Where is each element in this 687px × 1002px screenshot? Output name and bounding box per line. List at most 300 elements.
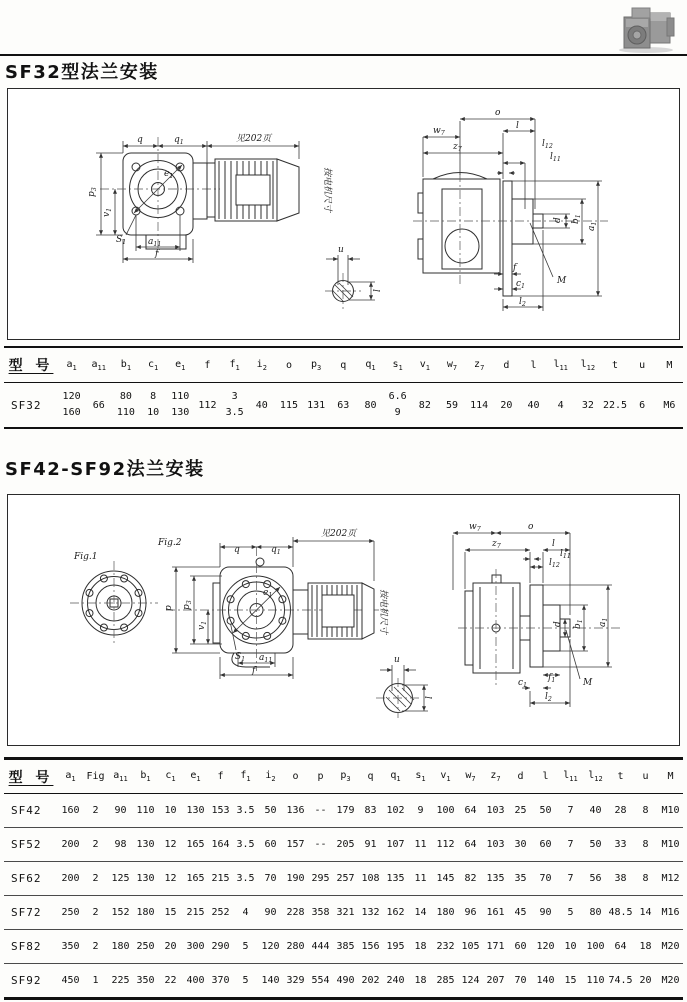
value-cell: 135: [483, 862, 508, 896]
model-cell: SF72: [4, 896, 58, 930]
value-cell: 82: [458, 862, 483, 896]
dim-label: l: [425, 696, 435, 699]
value-cell: 15: [158, 896, 183, 930]
value-cell: 157: [283, 828, 308, 862]
value-cell: 252: [208, 896, 233, 930]
value-cell: 11: [408, 828, 433, 862]
value-cell: 100: [436, 805, 455, 816]
column-header: f: [194, 347, 221, 383]
dim-label: 见202页: [236, 134, 272, 144]
table-row: [4, 896, 683, 930]
column-header: $l_{12}$: [574, 347, 601, 383]
value-cell: 7: [567, 805, 574, 816]
value-cell: 98: [108, 828, 133, 862]
value-cell: 554: [308, 964, 333, 999]
dim-label: $S_1$: [116, 235, 127, 246]
value-cell: M6: [663, 399, 676, 411]
value-cell: 90: [533, 896, 558, 930]
dim-label: $a_{11}$: [148, 237, 162, 248]
value-cell: 103: [486, 805, 505, 816]
value-cell: 110 130: [171, 391, 190, 418]
value-cell: 156: [358, 930, 383, 964]
column-header: $c_1$: [158, 759, 183, 794]
value-cell: 140: [533, 964, 558, 999]
sf32-dimension-table: [4, 346, 683, 429]
value-cell: 30: [508, 828, 533, 862]
column-header: $l_{12}$: [583, 759, 608, 794]
value-cell: 132: [358, 896, 383, 930]
model-column-header: 型 号: [4, 347, 58, 383]
value-cell: 162: [383, 896, 408, 930]
column-header: $i_2$: [258, 759, 283, 794]
model-cell: SF82: [4, 930, 58, 964]
column-header: Fig: [83, 759, 108, 794]
dim-label: $w_7$: [433, 126, 445, 137]
column-header: $b_1$: [133, 759, 158, 794]
column-header: $l_{11}$: [547, 347, 574, 383]
value-cell: 110: [583, 964, 608, 999]
value-cell: 108: [358, 862, 383, 896]
model-column-header: 型 号: [4, 759, 58, 794]
value-cell: 40: [589, 805, 602, 816]
dim-label: p: [164, 605, 174, 611]
value-cell: 6: [639, 399, 646, 411]
dim-label: 按电机尺寸: [322, 167, 332, 213]
value-cell: 70: [533, 862, 558, 896]
value-cell: 8: [633, 862, 658, 896]
value-cell: 161: [483, 896, 508, 930]
sf42-92-technical-drawing: [8, 495, 679, 745]
dim-label: l: [516, 121, 519, 131]
column-header: q: [330, 347, 357, 383]
dim-label: $l_2$: [519, 297, 526, 308]
value-cell: 22.5: [602, 399, 628, 411]
column-header: $w_7$: [458, 759, 483, 794]
value-cell: 350: [133, 964, 158, 999]
column-header: o: [283, 759, 308, 794]
value-cell: 232: [433, 930, 458, 964]
dim-label: $S_1$: [235, 652, 246, 663]
value-cell: 2: [83, 862, 108, 896]
value-cell: 321: [333, 896, 358, 930]
value-cell: 74.5: [608, 964, 633, 999]
value-cell: 18: [408, 930, 433, 964]
dim-label: $c_1$: [516, 279, 526, 290]
dim-label: f: [513, 263, 517, 273]
dim-label: M: [583, 678, 593, 688]
dim-label: f: [155, 249, 159, 259]
dim-label: $q_1$: [174, 135, 184, 146]
column-header: l: [520, 347, 547, 383]
value-cell: 385: [333, 930, 358, 964]
column-header: $a_1$: [58, 759, 83, 794]
value-cell: 130: [133, 862, 158, 896]
value-cell: 80: [583, 896, 608, 930]
value-cell: 215: [183, 896, 208, 930]
column-header: $q_1$: [357, 347, 384, 383]
column-header: u: [633, 759, 658, 794]
value-cell: 56: [583, 862, 608, 896]
value-cell: 66: [92, 399, 105, 411]
column-header: $q_1$: [383, 759, 408, 794]
column-header: M: [658, 759, 683, 794]
value-cell: 280: [283, 930, 308, 964]
sf42-92-dimension-table: [4, 757, 683, 1000]
column-header: $p_3$: [303, 347, 330, 383]
value-cell: 444: [308, 930, 333, 964]
value-cell: 105: [458, 930, 483, 964]
value-cell: 50: [583, 828, 608, 862]
column-header: $a_1$: [58, 347, 85, 383]
value-cell: M10: [658, 828, 683, 862]
column-header: t: [601, 347, 628, 383]
value-cell: 112: [198, 399, 217, 411]
value-cell: 82: [418, 399, 431, 411]
value-cell: 400: [183, 964, 208, 999]
value-cell: 8: [642, 805, 649, 816]
dim-label: $a_{11}$: [259, 653, 273, 664]
dim-label: $v_1$: [102, 207, 113, 217]
value-cell: 329: [283, 964, 308, 999]
value-cell: 7: [558, 828, 583, 862]
value-cell: 1: [83, 964, 108, 999]
value-cell: 125: [108, 862, 133, 896]
value-cell: 9: [417, 805, 424, 816]
value-cell: 80 110: [116, 391, 135, 418]
value-cell: 130: [133, 828, 158, 862]
column-header: $z_7$: [483, 759, 508, 794]
value-cell: 190: [283, 862, 308, 896]
dim-label: $l_{12}$: [549, 558, 560, 569]
value-cell: 4: [233, 896, 258, 930]
value-cell: 60: [508, 930, 533, 964]
value-cell: 180: [133, 896, 158, 930]
value-cell: 240: [383, 964, 408, 999]
value-cell: 2: [92, 805, 99, 816]
table-row: [4, 828, 683, 862]
column-header: p: [308, 759, 333, 794]
value-cell: 207: [483, 964, 508, 999]
value-cell: 228: [283, 896, 308, 930]
value-cell: M20: [658, 964, 683, 999]
value-cell: 10: [558, 930, 583, 964]
dim-label: $q_1$: [271, 545, 281, 556]
dim-label: d: [553, 217, 563, 223]
dim-label: $z_7$: [492, 539, 501, 550]
value-cell: 32: [581, 399, 594, 411]
value-cell: 12: [158, 828, 183, 862]
section-title-sf42-sf92: SF42-SF92法兰安装: [5, 459, 205, 480]
value-cell: 107: [383, 828, 408, 862]
value-cell: 490: [333, 964, 358, 999]
column-header: $e_1$: [183, 759, 208, 794]
value-cell: 2: [83, 930, 108, 964]
value-cell: M12: [658, 862, 683, 896]
value-cell: 14: [633, 896, 658, 930]
value-cell: 2: [83, 828, 108, 862]
column-header: $s_1$: [384, 347, 411, 383]
value-cell: 10: [164, 805, 177, 816]
value-cell: 100: [583, 930, 608, 964]
value-cell: 164: [208, 828, 233, 862]
value-cell: 90: [258, 896, 283, 930]
value-cell: --: [308, 828, 333, 862]
value-cell: 70: [508, 964, 533, 999]
value-cell: 115: [279, 399, 298, 411]
dim-label: $z_7$: [453, 142, 462, 153]
dim-label: $b_1$: [573, 619, 584, 629]
value-cell: 370: [208, 964, 233, 999]
column-header: $l_{11}$: [558, 759, 583, 794]
value-cell: 18: [633, 930, 658, 964]
dim-label: 按电机尺寸: [378, 589, 388, 635]
dim-label: $e_1$: [263, 588, 273, 599]
value-cell: 12: [158, 862, 183, 896]
dim-label: f: [252, 666, 256, 676]
dim-label: $b_1$: [571, 214, 582, 224]
column-header: t: [608, 759, 633, 794]
value-cell: 6.6 9: [388, 391, 407, 418]
column-header: $e_1$: [167, 347, 194, 383]
model-cell: SF62: [4, 862, 58, 896]
value-cell: 20: [158, 930, 183, 964]
column-header: $c_1$: [140, 347, 167, 383]
column-header: $s_1$: [408, 759, 433, 794]
value-cell: 50: [539, 805, 552, 816]
value-cell: 165: [183, 862, 208, 896]
column-header: $v_1$: [433, 759, 458, 794]
value-cell: 80: [364, 399, 377, 411]
value-cell: 290: [208, 930, 233, 964]
value-cell: 131: [307, 399, 326, 411]
value-cell: 7: [558, 862, 583, 896]
column-header: l: [533, 759, 558, 794]
value-cell: 250: [58, 896, 83, 930]
value-cell: 91: [358, 828, 383, 862]
dim-label: $l_{11}$: [560, 549, 571, 560]
model-cell: SF52: [4, 828, 58, 862]
column-header: $v_1$: [411, 347, 438, 383]
value-cell: 18: [408, 964, 433, 999]
dim-label: $l_{11}$: [550, 152, 561, 163]
value-cell: 5: [233, 964, 258, 999]
value-cell: 225: [108, 964, 133, 999]
value-cell: 285: [433, 964, 458, 999]
table-row: [4, 964, 683, 999]
value-cell: 40: [527, 399, 540, 411]
value-cell: 112: [433, 828, 458, 862]
model-cell: SF32: [11, 398, 42, 412]
table-row: [4, 862, 683, 896]
value-cell: 50: [264, 805, 277, 816]
column-header: u: [629, 347, 656, 383]
value-cell: 110: [136, 805, 155, 816]
value-cell: 48.5: [608, 896, 633, 930]
value-cell: 195: [383, 930, 408, 964]
dim-label: l: [373, 289, 383, 292]
section-title-sf32: SF32型法兰安装: [5, 62, 159, 83]
column-header: q: [358, 759, 383, 794]
value-cell: 179: [336, 805, 355, 816]
value-cell: 103: [483, 828, 508, 862]
value-cell: 171: [483, 930, 508, 964]
value-cell: 8 10: [147, 391, 160, 418]
value-cell: 200: [58, 828, 83, 862]
value-cell: 22: [158, 964, 183, 999]
value-cell: 14: [408, 896, 433, 930]
table-row: [4, 930, 683, 964]
dim-label: d: [553, 621, 563, 627]
column-header: $b_1$: [112, 347, 139, 383]
value-cell: 120: [533, 930, 558, 964]
value-cell: 90: [114, 805, 127, 816]
value-cell: 60: [533, 828, 558, 862]
column-header: d: [508, 759, 533, 794]
dim-label: o: [528, 522, 534, 532]
value-cell: 205: [333, 828, 358, 862]
column-header: $f_1$: [221, 347, 248, 383]
dim-label: $a_1$: [587, 221, 598, 231]
value-cell: 2: [83, 896, 108, 930]
value-cell: 350: [58, 930, 83, 964]
value-cell: 3 3.5: [225, 391, 244, 418]
value-cell: 130: [186, 805, 205, 816]
value-cell: 180: [108, 930, 133, 964]
value-cell: 160: [61, 805, 80, 816]
dim-label: Fig.2: [158, 538, 182, 548]
dim-label: 见202页: [321, 529, 357, 539]
dim-label: M: [557, 276, 567, 286]
dim-label: l: [552, 539, 555, 549]
column-header: $a_{11}$: [108, 759, 133, 794]
column-header: $z_7$: [466, 347, 493, 383]
value-cell: 60: [258, 828, 283, 862]
value-cell: 152: [108, 896, 133, 930]
value-cell: 64: [458, 828, 483, 862]
dim-label: $l_2$: [545, 692, 552, 703]
dim-label: $a_1$: [598, 617, 609, 627]
value-cell: 70: [258, 862, 283, 896]
dim-label: u: [338, 245, 344, 255]
value-cell: 153: [211, 805, 230, 816]
value-cell: 102: [386, 805, 405, 816]
dim-label: $c_1$: [518, 678, 528, 689]
table-row: [4, 383, 683, 429]
value-cell: 120: [258, 930, 283, 964]
value-cell: 3.5: [236, 805, 255, 816]
value-cell: 202: [358, 964, 383, 999]
value-cell: 3.5: [233, 828, 258, 862]
dim-label: q: [137, 135, 143, 145]
gearmotor-photo: [612, 3, 678, 55]
value-cell: 140: [258, 964, 283, 999]
dim-label: $p_3$: [87, 187, 98, 197]
value-cell: 11: [408, 862, 433, 896]
value-cell: 300: [183, 930, 208, 964]
column-header: $w_7$: [438, 347, 465, 383]
value-cell: 64: [608, 930, 633, 964]
model-cell: SF92: [4, 964, 58, 999]
value-cell: 38: [608, 862, 633, 896]
value-cell: 83: [364, 805, 377, 816]
value-cell: 20: [500, 399, 513, 411]
value-cell: 28: [614, 805, 627, 816]
value-cell: 120 160: [62, 391, 81, 418]
value-cell: 59: [445, 399, 459, 411]
value-cell: 33: [608, 828, 633, 862]
value-cell: 20: [633, 964, 658, 999]
value-cell: 145: [433, 862, 458, 896]
dim-label: o: [495, 108, 501, 118]
table-row: [4, 794, 683, 828]
sf42-92-drawing-panel: [7, 494, 680, 746]
column-header: f: [208, 759, 233, 794]
column-header: d: [493, 347, 520, 383]
sf32-technical-drawing: [8, 89, 679, 339]
value-cell: --: [314, 805, 327, 816]
dim-label: $w_7$: [469, 522, 481, 533]
value-cell: 64: [464, 805, 477, 816]
value-cell: 136: [286, 805, 305, 816]
value-cell: 124: [458, 964, 483, 999]
value-cell: 358: [308, 896, 333, 930]
value-cell: 25: [514, 805, 527, 816]
value-cell: 135: [383, 862, 408, 896]
value-cell: 45: [508, 896, 533, 930]
value-cell: 250: [133, 930, 158, 964]
column-header: o: [275, 347, 302, 383]
value-cell: 257: [333, 862, 358, 896]
value-cell: M10: [661, 805, 680, 816]
sf32-drawing-panel: [7, 88, 680, 340]
value-cell: 165: [183, 828, 208, 862]
value-cell: M16: [658, 896, 683, 930]
value-cell: 180: [433, 896, 458, 930]
column-header: M: [656, 347, 683, 383]
column-header: $p_3$: [333, 759, 358, 794]
dim-label: $e_1$: [164, 169, 174, 180]
value-cell: 96: [458, 896, 483, 930]
dim-label: $p_3$: [182, 600, 193, 610]
dim-label: $l_{12}$: [542, 139, 553, 150]
dim-label: q: [234, 545, 240, 555]
value-cell: M20: [658, 930, 683, 964]
value-cell: 295: [308, 862, 333, 896]
value-cell: 200: [58, 862, 83, 896]
value-cell: 15: [558, 964, 583, 999]
value-cell: 114: [470, 399, 489, 411]
value-cell: 3.5: [233, 862, 258, 896]
column-header: $a_{11}$: [85, 347, 112, 383]
dim-label: $v_1$: [197, 620, 208, 630]
value-cell: 450: [58, 964, 83, 999]
value-cell: 5: [233, 930, 258, 964]
value-cell: 8: [633, 828, 658, 862]
dim-label: u: [394, 655, 400, 665]
value-cell: 5: [558, 896, 583, 930]
value-cell: 215: [208, 862, 233, 896]
model-cell: SF42: [11, 804, 42, 817]
column-header: $f_1$: [233, 759, 258, 794]
value-cell: 63: [337, 399, 350, 411]
value-cell: 4: [557, 399, 564, 411]
dim-label: Fig.1: [74, 552, 98, 562]
value-cell: 40: [255, 399, 268, 411]
dim-label: $f_1$: [548, 673, 556, 684]
top-rule: [0, 54, 687, 56]
value-cell: 35: [508, 862, 533, 896]
column-header: $i_2$: [248, 347, 275, 383]
